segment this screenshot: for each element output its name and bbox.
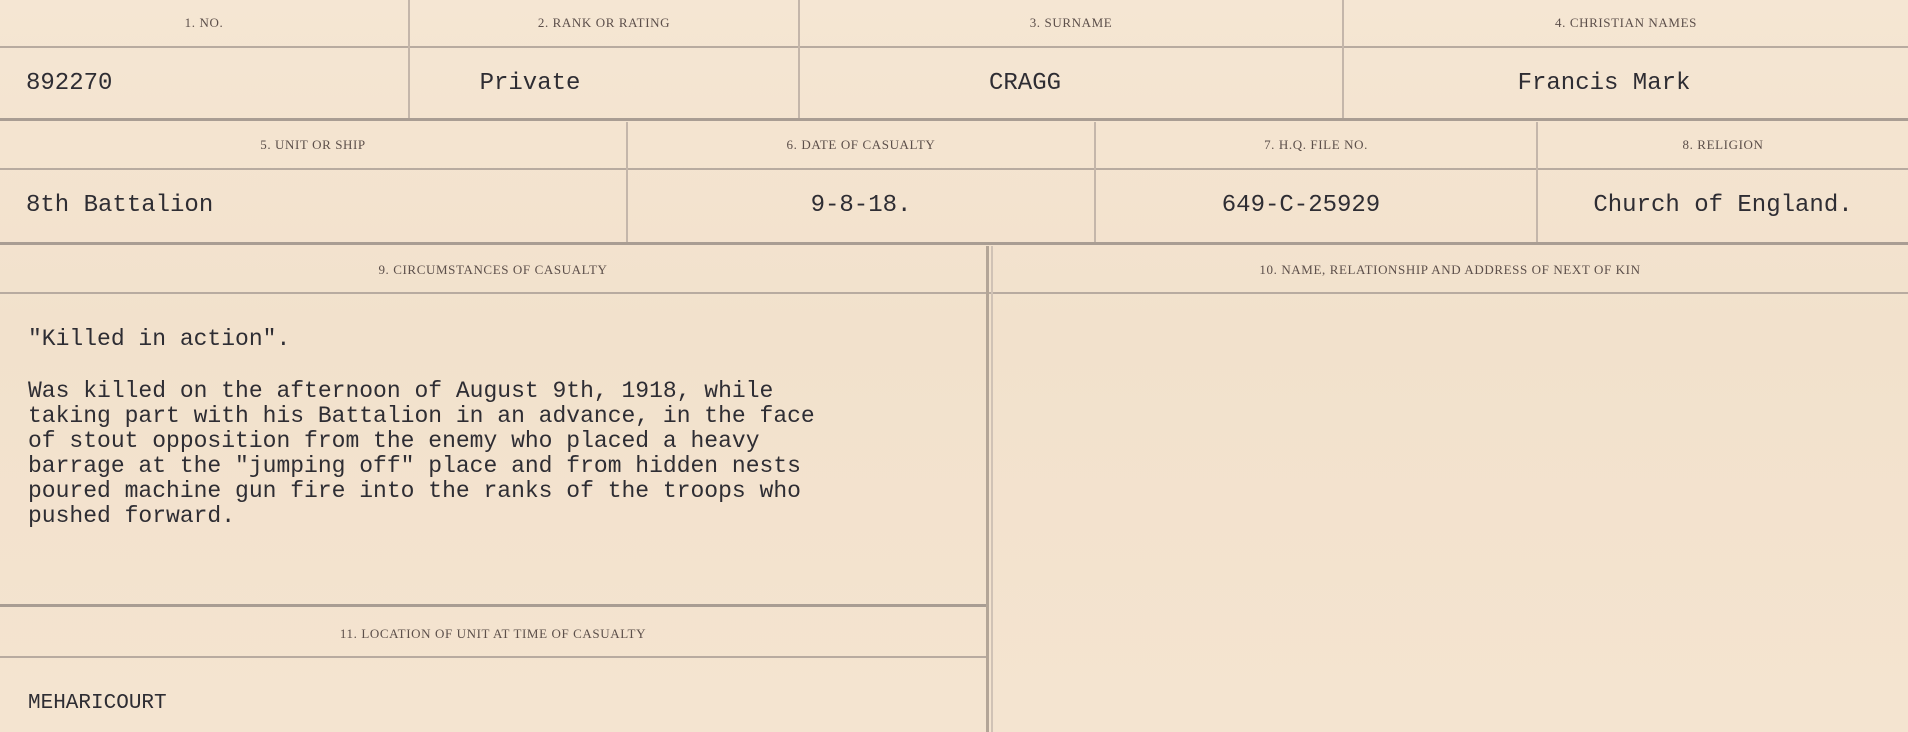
row-identity [0,0,1908,118]
value-rank: Private [479,69,581,97]
label-next-of-kin: 10. NAME, RELATIONSHIP AND ADDRESS OF NEXT OF KIN [1259,262,1641,277]
divider [986,246,989,732]
label-religion: 8. RELIGION [1682,137,1764,152]
label-date: 6. DATE OF CASUALTY [786,137,936,152]
label-file: 7. H.Q. FILE NO. [1264,137,1368,152]
label-surname: 3. SURNAME [1029,15,1113,30]
divider [626,122,628,242]
divider [1342,0,1344,118]
rule [0,242,1908,245]
value-date: 9-8-18. [810,191,912,219]
rule [0,604,986,607]
row-service [0,122,1908,242]
value-file: 649-C-25929 [1221,191,1381,219]
label-no: 1. NO. [184,15,224,30]
divider [1536,122,1538,242]
divider [408,0,410,118]
value-surname: CRAGG [988,69,1061,97]
rule [0,168,1908,170]
divider [798,0,800,118]
value-religion: Church of England. [1593,191,1853,219]
next-of-kin-area [994,296,1908,732]
divider [1094,122,1096,242]
label-unit: 5. UNIT OR SHIP [260,137,366,152]
rule [0,46,1908,48]
value-unit: 8th Battalion [26,191,214,219]
label-location: 11. LOCATION OF UNIT AT TIME OF CASUALTY [339,626,647,641]
label-rank: 2. RANK OR RATING [537,15,671,30]
value-location: MEHARICOURT [28,692,167,715]
value-christian-names: Francis Mark [1517,69,1691,97]
circumstances-paragraph: Was killed on the afternoon of August 9th, 1918, while taking part with his Battalion in an advance, in the face of stout opposition from the enemy who placed a heavy barrage at the "jumping off" place and from hidden nests poured machine gun fire into the ranks of the troops who pushed forward. [28,378,815,529]
divider [991,246,993,732]
value-no: 892270 [26,69,113,97]
rule [0,656,986,658]
circumstances-line1: "Killed in action". [28,326,291,352]
label-circumstances: 9. CIRCUMSTANCES OF CASUALTY [378,262,608,277]
rule [0,118,1908,121]
label-christian-names: 4. CHRISTIAN NAMES [1555,15,1697,30]
rule [0,292,1908,294]
